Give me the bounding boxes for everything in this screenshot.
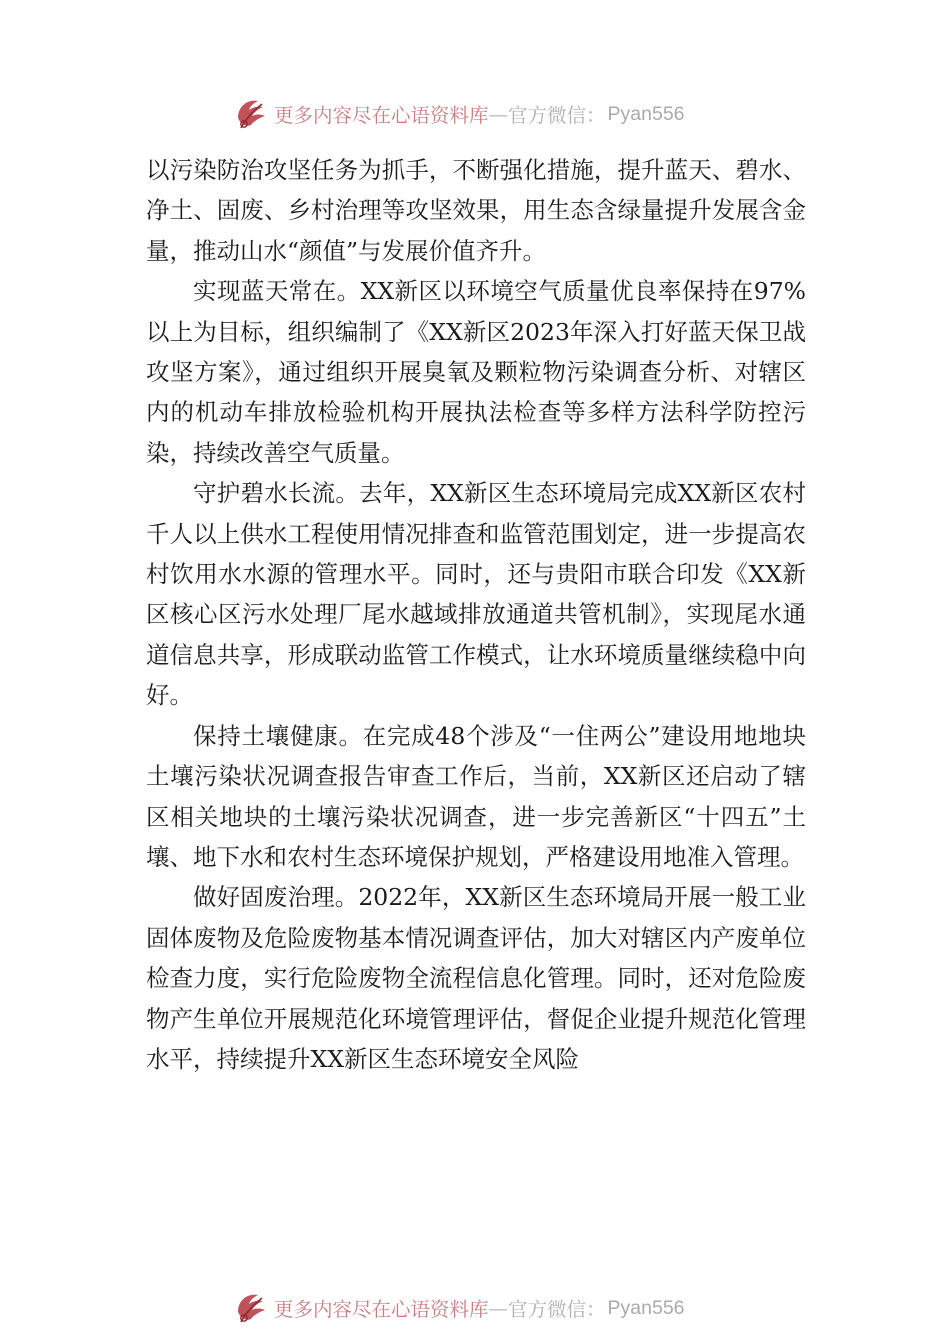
banner-slogan: 更多内容尽在心语资料库 xyxy=(274,1298,489,1321)
document-body xyxy=(146,150,806,1079)
header-banner xyxy=(232,94,685,134)
banner-slogan: 更多内容尽在心语资料库 xyxy=(274,104,489,127)
quill-logo-icon xyxy=(232,94,272,134)
paragraph-clear-water: 守护碧水长流。去年，XX新区生态环境局完成XX新区农村千人以上供水工程使用情况排查和监管范围划定，进一步提高农村饮用水水源的管理水平。同时，还与贵阳市联合印发《XX新区核心区污水处理厂尾水越域排放通道共管机制》，实现尾水通道信息共享，形成联动监管工作模式，让水环境质量继续稳中向好。 xyxy=(146,479,806,710)
paragraph-solid-waste: 做好固废治理。2022年，XX新区生态环境局开展一般工业固体废物及危险废物基本情况调查评估，加大对辖区内产废单位检查力度，实行危险废物全流程信息化管理。同时，还对危险废物产生单位开展规范化环境管理评估，督促企业提升规范化管理水平，持续提升XX新区生态环境安全风险 xyxy=(146,883,806,1073)
paragraph-soil-health: 保持土壤健康。在完成48个涉及“一住两公”建设用地地块土壤污染状况调查报告审查工作后，当前，XX新区还启动了辖区相关地块的土壤污染状况调查，进一步完善新区“十四五”土壤、地下水和农村生态环境保护规划，严格建设用地准入管理。 xyxy=(146,721,806,871)
banner-separator: — xyxy=(488,1296,509,1320)
paragraph-intro: 以污染防治攻坚任务为抓手，不断强化措施，提升蓝天、碧水、净土、固废、乡村治理等攻坚效果，用生态含绿量提升发展含金量，推动山水“颜值”与发展价值齐升。 xyxy=(146,156,806,265)
footer-banner xyxy=(232,1288,685,1328)
quill-logo-icon xyxy=(232,1288,272,1328)
banner-separator: — xyxy=(488,102,509,126)
banner-wechat-label: 官方微信： xyxy=(508,104,606,127)
banner-wechat-id: Pyan556 xyxy=(607,102,685,125)
banner-wechat-label: 官方微信： xyxy=(508,1298,606,1321)
paragraph-blue-sky: 实现蓝天常在。XX新区以环境空气质量优良率保持在97%以上为目标，组织编制了《XX新区2023年深入打好蓝天保卫战攻坚方案》，通过组织开展臭氧及颗粒物污染调查分析、对辖区内的机动车排放检验机构开展执法检查等多样方法科学防控污染，持续改善空气质量。 xyxy=(146,277,806,467)
banner-wechat-id: Pyan556 xyxy=(607,1296,685,1319)
